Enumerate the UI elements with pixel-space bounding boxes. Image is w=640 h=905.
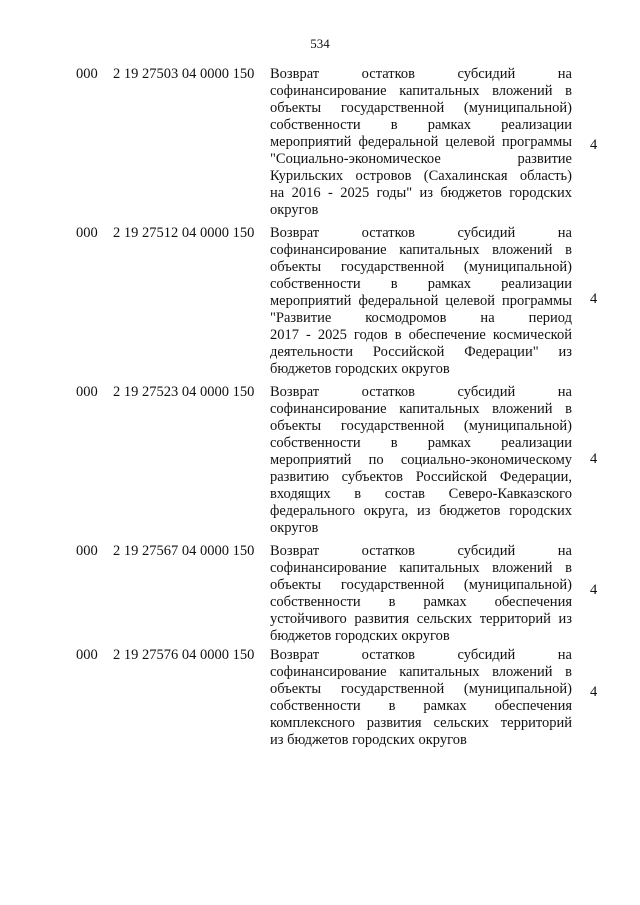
description-line: объекты государственной (муниципальной) [270, 100, 572, 116]
description-line: Возврат остатков субсидий на [270, 66, 572, 82]
page-number: 534 [310, 36, 330, 51]
description-line: софинансирование капитальных вложений в [270, 401, 572, 417]
description-line: объекты государственной (муниципальной) [270, 418, 572, 434]
group-number: 4 [590, 684, 598, 700]
row-description [270, 66, 572, 219]
description-line: комплексного развития сельских территорий [270, 715, 572, 731]
description-line: "Развитие космодромов на период [270, 310, 572, 326]
description-line: софинансирование капитальных вложений в [270, 664, 572, 680]
description-line: Возврат остатков субсидий на [270, 647, 572, 663]
row-description [270, 384, 572, 537]
description-line: федерального округа, из бюджетов городских [270, 503, 572, 519]
row-description [270, 225, 572, 378]
admin-code: 000 [76, 384, 98, 400]
description-line: входящих в состав Северо-Кавказского [270, 486, 572, 502]
description-line: Возврат остатков субсидий на [270, 543, 572, 559]
kbk-code: 2 19 27523 04 0000 150 [113, 384, 255, 400]
description-line: мероприятий федеральной целевой программы [270, 293, 572, 309]
kbk-code: 2 19 27576 04 0000 150 [113, 647, 255, 663]
description-line: собственности в рамках реализации [270, 435, 572, 451]
table-row [0, 384, 640, 543]
description-line: мероприятий федеральной целевой программы [270, 134, 572, 150]
description-line: объекты государственной (муниципальной) [270, 681, 572, 697]
description-line: Возврат остатков субсидий на [270, 384, 572, 400]
kbk-code: 2 19 27503 04 0000 150 [113, 66, 255, 82]
kbk-code: 2 19 27567 04 0000 150 [113, 543, 255, 559]
admin-code: 000 [76, 66, 98, 82]
description-line: на 2016 - 2025 годы" из бюджетов городских [270, 185, 572, 201]
description-line: Возврат остатков субсидий на [270, 225, 572, 241]
table-row [0, 543, 640, 647]
group-number: 4 [590, 451, 598, 467]
row-description [270, 543, 572, 645]
description-line: собственности в рамках реализации [270, 276, 572, 292]
description-line: округов [270, 202, 319, 218]
row-description [270, 647, 572, 749]
description-line: собственности в рамках реализации [270, 117, 572, 133]
admin-code: 000 [76, 647, 98, 663]
description-line: софинансирование капитальных вложений в [270, 83, 572, 99]
table-row [0, 647, 640, 751]
table-row [0, 225, 640, 384]
description-line: собственности в рамках обеспечения [270, 698, 572, 714]
description-line: софинансирование капитальных вложений в [270, 242, 572, 258]
description-line: деятельности Российской Федерации" из [270, 344, 572, 360]
description-line: мероприятий по социально-экономическому [270, 452, 572, 468]
description-line: объекты государственной (муниципальной) [270, 577, 572, 593]
description-line: софинансирование капитальных вложений в [270, 560, 572, 576]
description-line: развитию субъектов Российской Федерации, [270, 469, 572, 485]
description-line: собственности в рамках обеспечения [270, 594, 572, 610]
description-line: объекты государственной (муниципальной) [270, 259, 572, 275]
description-line: устойчивого развития сельских территорий из [270, 611, 572, 627]
admin-code: 000 [76, 543, 98, 559]
group-number: 4 [590, 582, 598, 598]
table-row [0, 66, 640, 225]
description-line: округов [270, 520, 319, 536]
group-number: 4 [590, 291, 598, 307]
admin-code: 000 [76, 225, 98, 241]
description-line: из бюджетов городских округов [270, 732, 467, 748]
budget-classification-table [0, 66, 640, 751]
description-line: бюджетов городских округов [270, 361, 450, 377]
description-line: Курильских островов (Сахалинская область) [270, 168, 572, 184]
group-number: 4 [590, 137, 598, 153]
description-line: бюджетов городских округов [270, 628, 450, 644]
description-line: "Социально-экономическое развитие [270, 151, 572, 167]
kbk-code: 2 19 27512 04 0000 150 [113, 225, 255, 241]
description-line: 2017 - 2025 годов в обеспечение космической [270, 327, 572, 343]
